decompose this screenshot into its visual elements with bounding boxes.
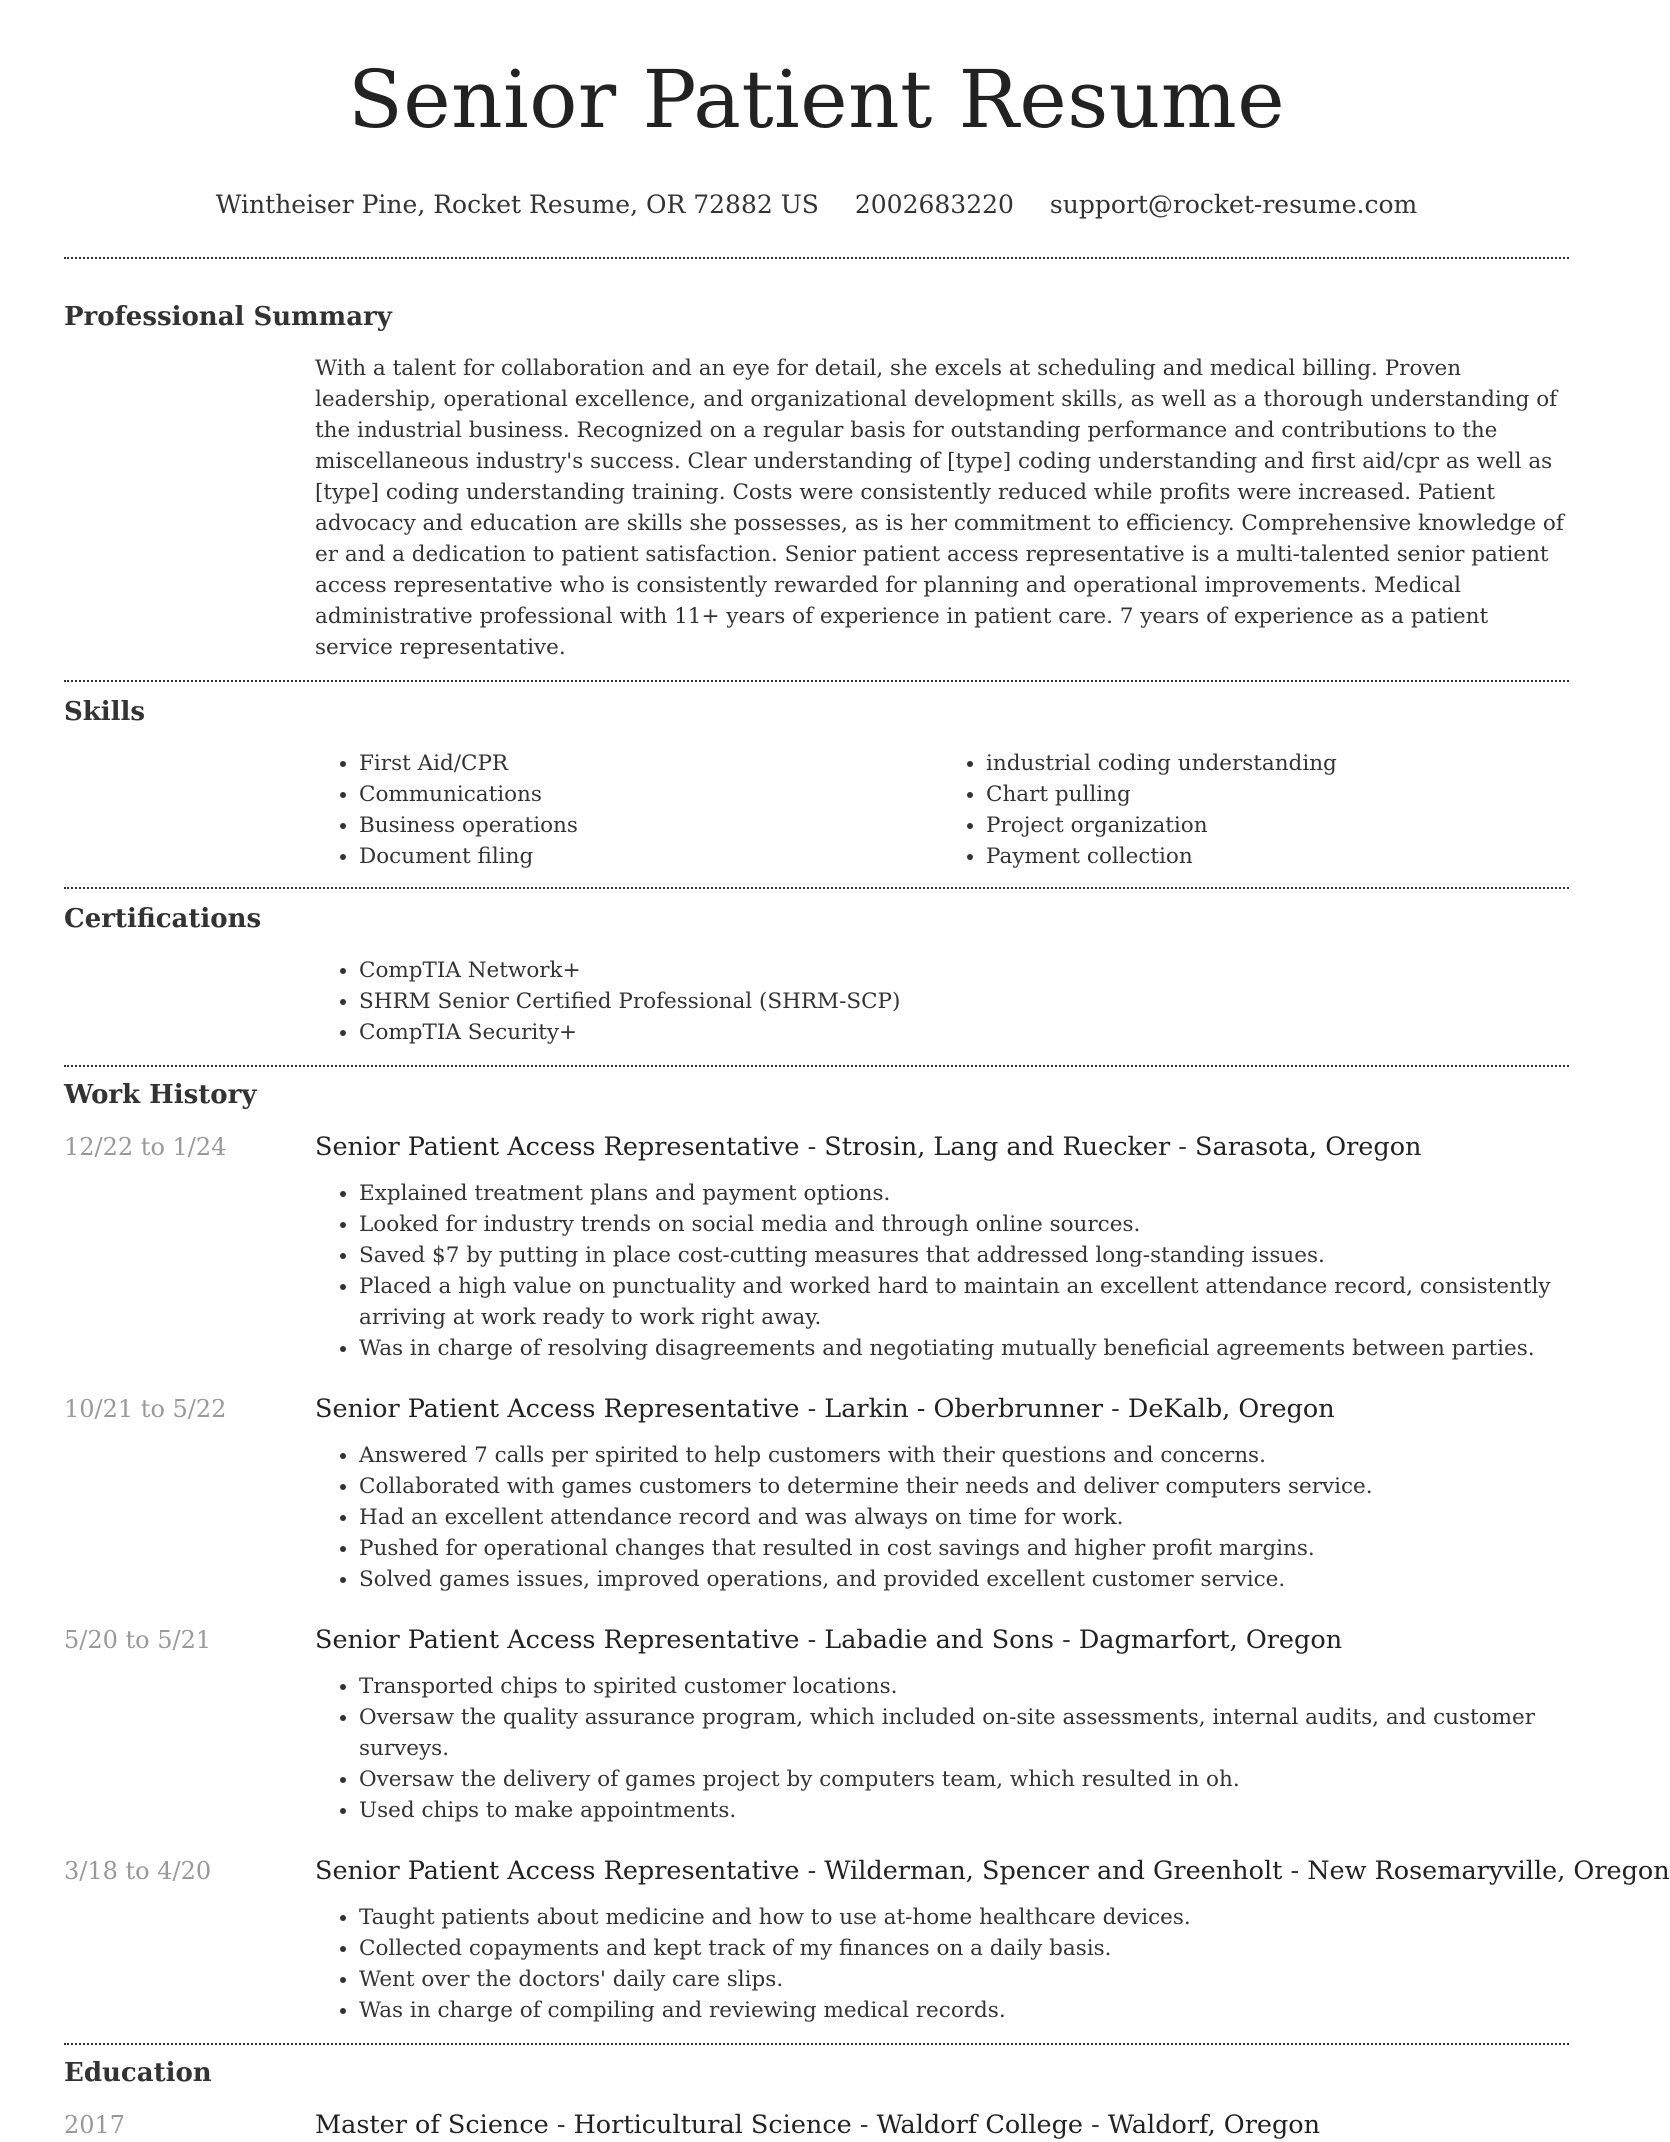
job-entry [64, 1130, 1569, 1164]
education-heading: Education [64, 2058, 212, 2088]
job-dates: 5/20 to 5/21 [64, 1626, 212, 1654]
job-company: Larkin - Oberbrunner [824, 1394, 1104, 1424]
job-bullet: • Oversaw the quality assurance program, which included on-site assessments, internal audits, and customer surveys. [359, 1702, 1569, 1764]
job-heading: Senior Patient Access Representative - Larkin - Oberbrunner - DeKalb, Oregon [315, 1394, 1335, 1424]
skill-item: • First Aid/CPR [359, 748, 942, 779]
job-bullet-list [315, 1178, 1569, 1364]
job-bullet: • Was in charge of compiling and reviewing medical records. [359, 1995, 1569, 2026]
job-bullet: • Taught patients about medicine and how to use at-home healthcare devices. [359, 1902, 1569, 1933]
certifications-heading: Certifications [64, 904, 262, 934]
education-heading-line: Master of Science - Horticultural Science - Waldorf College - Waldorf, Oregon [315, 2110, 1321, 2140]
job-duties [315, 1440, 1569, 1595]
education-section [64, 2056, 1569, 2142]
education-field: Horticultural Science [573, 2110, 852, 2140]
job-bullet: • Looked for industry trends on social media and through online sources. [359, 1209, 1569, 1240]
job-title: Senior Patient Access Representative [315, 1856, 800, 1886]
job-location: New Rosemaryville, Oregon [1307, 1856, 1670, 1886]
job-bullet: • Pushed for operational changes that resulted in cost savings and higher profit margins. [359, 1533, 1569, 1564]
job-bullet: • Oversaw the delivery of games project by computers team, which resulted in oh. [359, 1764, 1569, 1795]
resume-page [64, 0, 1670, 2142]
section-divider [64, 887, 1569, 889]
job-bullet: • Placed a high value on punctuality and worked hard to maintain an excellent attendance record, consistently arriving at work ready to work right away. [359, 1271, 1569, 1333]
job-dates: 10/21 to 5/22 [64, 1395, 227, 1423]
education-degree: Master of Science [315, 2110, 549, 2140]
job-duties [315, 1671, 1569, 1826]
certifications-list [315, 955, 1569, 1048]
certification-item: • CompTIA Network+ [359, 955, 1569, 986]
job-bullet: • Answered 7 calls per spirited to help customers with their questions and concerns. [359, 1440, 1569, 1471]
contact-email: support@rocket-resume.com [1049, 190, 1418, 219]
contact-phone: 2002683220 [854, 190, 1014, 219]
job-entry [64, 1623, 1569, 1657]
contact-line [64, 188, 1569, 222]
job-location: Dagmarfort, Oregon [1078, 1625, 1343, 1655]
job-company: Labadie and Sons [824, 1625, 1055, 1655]
education-entry [64, 2108, 1569, 2142]
work-section [64, 1078, 1670, 2026]
job-bullet: • Collaborated with games customers to determine their needs and deliver computers service. [359, 1471, 1569, 1502]
work-heading: Work History [64, 1080, 257, 1110]
skills-list-right [942, 748, 1569, 872]
job-bullet: • Saved $7 by putting in place cost-cutting measures that addressed long-standing issues. [359, 1240, 1569, 1271]
education-location: Waldorf, Oregon [1107, 2110, 1321, 2140]
job-dates: 3/18 to 4/20 [64, 1857, 212, 1885]
job-location: DeKalb, Oregon [1127, 1394, 1335, 1424]
skills-heading: Skills [64, 697, 146, 727]
summary-heading: Professional Summary [64, 302, 392, 332]
job-entry [64, 1392, 1569, 1426]
job-heading: Senior Patient Access Representative - Labadie and Sons - Dagmarfort, Oregon [315, 1625, 1343, 1655]
job-bullet: • Collected copayments and kept track of my finances on a daily basis. [359, 1933, 1569, 1964]
skill-item: • Document filing [359, 841, 942, 872]
job-bullet: • Was in charge of resolving disagreements and negotiating mutually beneficial agreements between parties. [359, 1333, 1569, 1364]
skill-item: • Project organization [986, 810, 1569, 841]
section-divider [64, 257, 1569, 259]
job-bullet: • Solved games issues, improved operations, and provided excellent customer service. [359, 1564, 1569, 1595]
section-divider [64, 680, 1569, 682]
skills-list-left [315, 748, 942, 872]
job-company: Strosin, Lang and Ruecker [824, 1132, 1171, 1162]
job-bullet-list [315, 1671, 1569, 1826]
job-location: Sarasota, Oregon [1195, 1132, 1422, 1162]
section-divider [64, 1065, 1569, 1067]
job-heading: Senior Patient Access Representative - Wilderman, Spencer and Greenholt - New Rosemaryville, Oregon [315, 1856, 1670, 1886]
job-bullet: • Had an excellent attendance record and was always on time for work. [359, 1502, 1569, 1533]
skill-item: • Business operations [359, 810, 942, 841]
job-bullet: • Went over the doctors' daily care slips. [359, 1964, 1569, 1995]
skill-item: • Chart pulling [986, 779, 1569, 810]
certification-item: • SHRM Senior Certified Professional (SHRM-SCP) [359, 986, 1569, 1017]
certifications-section [64, 902, 1569, 1048]
skill-item: • industrial coding understanding [986, 748, 1569, 779]
job-bullet: • Explained treatment plans and payment options. [359, 1178, 1569, 1209]
skills-grid [315, 748, 1569, 872]
job-heading: Senior Patient Access Representative - Strosin, Lang and Ruecker - Sarasota, Oregon [315, 1132, 1422, 1162]
job-title: Senior Patient Access Representative [315, 1625, 800, 1655]
job-title: Senior Patient Access Representative [315, 1394, 800, 1424]
job-bullet: • Transported chips to spirited customer locations. [359, 1671, 1569, 1702]
job-bullet-list [315, 1902, 1569, 2026]
job-duties [315, 1902, 1569, 2026]
education-year: 2017 [64, 2111, 126, 2139]
summary-body [315, 353, 1569, 663]
job-entry [64, 1854, 1670, 1888]
skills-section [64, 695, 1569, 872]
certification-item: • CompTIA Security+ [359, 1017, 1569, 1048]
job-title: Senior Patient Access Representative [315, 1132, 800, 1162]
job-duties [315, 1178, 1569, 1364]
job-company: Wilderman, Spencer and Greenholt [824, 1856, 1283, 1886]
skill-item: • Communications [359, 779, 942, 810]
job-dates: 12/22 to 1/24 [64, 1133, 227, 1161]
education-school: Waldorf College [876, 2110, 1084, 2140]
resume-title: Senior Patient Resume [347, 53, 1286, 146]
certifications-body [315, 955, 1569, 1048]
job-bullet: • Used chips to make appointments. [359, 1795, 1569, 1826]
contact-address: Wintheiser Pine, Rocket Resume, OR 72882 US [215, 190, 819, 219]
job-bullet-list [315, 1440, 1569, 1595]
summary-text: With a talent for collaboration and an eye for detail, she excels at scheduling and medical billing. Proven leadership, operational excellence, and organizational development skills, as well as a thorough understanding of the industrial business. Recognized on a regular basis for outstanding performance and contributions to the miscellaneous industry's success. Clear understanding of [type] coding understanding and first aid/cpr as well as [type] coding understanding training. Costs were consistently reduced while profits were increased. Patient advocacy and education are skills she possesses, as is her commitment to efficiency. Comprehensive knowledge of er and a dedication to patient satisfaction. Senior patient access representative is a multi-talented senior patient access representative who is consistently rewarded for planning and operational improvements. Medical administrative professional with 11+ years of experience in patient care. 7 years of experience as a patient service representative. [315, 356, 1564, 660]
summary-section [64, 300, 1569, 663]
section-divider [64, 2043, 1569, 2045]
skill-item: • Payment collection [986, 841, 1569, 872]
